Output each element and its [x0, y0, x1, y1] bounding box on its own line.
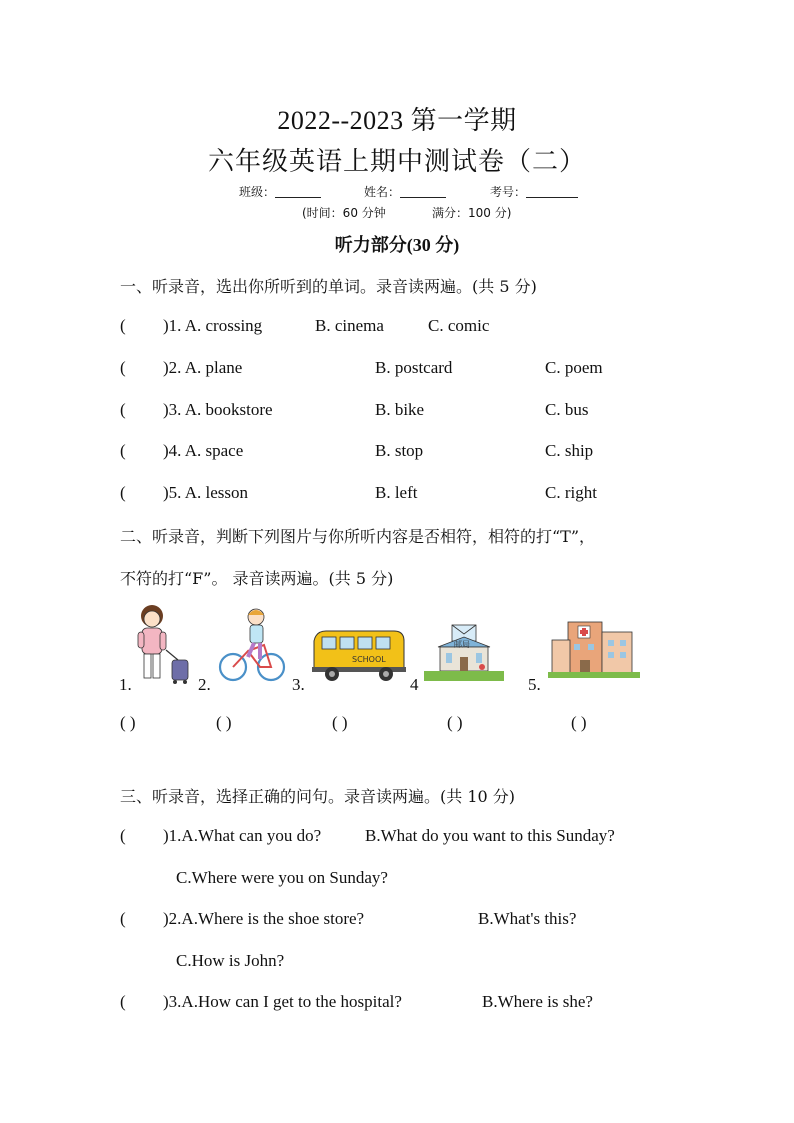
part1-q3-option-a: )3. A. bookstore [163, 400, 273, 419]
part3-q1-option-c: C.Where were you on Sunday? [176, 868, 388, 887]
part1-q1-option-b: B. cinema [315, 316, 384, 335]
part3-q3-option-a: )3.A.How can I get to the hospital? [163, 992, 402, 1011]
part1-q5-option-c: C. right [545, 483, 597, 502]
exam-year-term: 2022--2023 第一学期 [277, 106, 517, 135]
hospital-picture [548, 618, 640, 680]
name-field [364, 183, 446, 200]
part1-q3-paren[interactable]: ( [120, 400, 126, 419]
part3-q3-option-b: B.Where is she? [482, 992, 593, 1011]
picture-answer-1[interactable]: ( ) [120, 713, 136, 732]
part1-q1-option-c: C. comic [428, 316, 490, 335]
part1-q2-option-a: )2. A. plane [163, 358, 243, 377]
name-label: 姓名： [364, 185, 401, 199]
number-label: 考号： [490, 185, 527, 199]
post-office-picture [424, 623, 504, 683]
part1-q4-option-a: )4. A. space [163, 441, 244, 460]
part3-q1-option-a: )1.A.What can you do? [163, 826, 322, 845]
part3-q2-paren[interactable]: ( [120, 909, 126, 928]
picture-label-5: 5. [528, 675, 541, 694]
part1-q2-option-b: B. postcard [375, 358, 453, 377]
picture-answer-2[interactable]: ( ) [216, 713, 232, 732]
picture-label-4: 4 [410, 675, 419, 694]
number-field [490, 183, 578, 200]
part3-q3-paren[interactable]: ( [120, 992, 126, 1011]
listening-section-title: 听力部分(30 分) [334, 235, 460, 255]
part1-q2-paren[interactable]: ( [120, 358, 126, 377]
part3-q2-option-c: C.How is John? [176, 951, 285, 970]
class-blank[interactable] [275, 185, 321, 198]
part1-q5-option-a: )5. A. lesson [163, 483, 248, 502]
part3-q1-paren[interactable]: ( [120, 826, 126, 845]
time-info: (时间：60 分钟 [302, 206, 386, 220]
score-info: 满分：100 分) [432, 206, 512, 220]
number-blank[interactable] [526, 185, 578, 198]
picture-answer-4[interactable]: ( ) [447, 713, 463, 732]
exam-title: 六年级英语上期中测试卷（二） [207, 147, 586, 176]
picture-answer-3[interactable]: ( ) [332, 713, 348, 732]
part1-q1-option-a: )1. A. crossing [163, 316, 263, 335]
picture-label-1: 1. [119, 675, 132, 694]
part1-q5-paren[interactable]: ( [120, 483, 126, 502]
part1-q1-paren[interactable]: ( [120, 316, 126, 335]
picture-label-2: 2. [198, 675, 211, 694]
part1-q4-paren[interactable]: ( [120, 441, 126, 460]
part2-instruction-line2: 不符的打“F”。 录音读两遍。(共 5 分) [120, 569, 394, 588]
picture-label-3: 3. [292, 675, 305, 694]
part1-q5-option-b: B. left [375, 483, 418, 502]
bus-label-text: SCHOOL [352, 655, 386, 664]
part3-q2-option-a: )2.A.Where is the shoe store? [163, 909, 365, 928]
part2-instruction-line1: 二、听录音，判断下列图片与你所听内容是否相符，相符的打“T”， [120, 527, 596, 546]
part3-q2-option-b: B.What's this? [478, 909, 577, 928]
part1-q3-option-b: B. bike [375, 400, 425, 419]
part1-instruction: 一、听录音，选出你所听到的单词。录音读两遍。(共 5 分) [120, 277, 537, 296]
name-blank[interactable] [400, 185, 446, 198]
post-office-sign: 邮局 [454, 640, 470, 649]
part1-q2-option-c: C. poem [545, 358, 603, 377]
class-field [239, 183, 321, 200]
traveler-girl-picture [130, 604, 196, 686]
part1-q3-option-c: C. bus [545, 400, 589, 419]
bike-boy-picture [216, 607, 288, 683]
picture-answer-5[interactable]: ( ) [571, 713, 587, 732]
part1-q4-option-c: C. ship [545, 441, 594, 460]
part3-q1-option-b: B.What do you want to this Sunday? [365, 826, 615, 845]
class-label: 班级： [239, 185, 276, 199]
part1-q4-option-b: B. stop [375, 441, 424, 460]
part3-instruction: 三、听录音，选择正确的问句。录音读两遍。(共 10 分) [120, 787, 516, 806]
